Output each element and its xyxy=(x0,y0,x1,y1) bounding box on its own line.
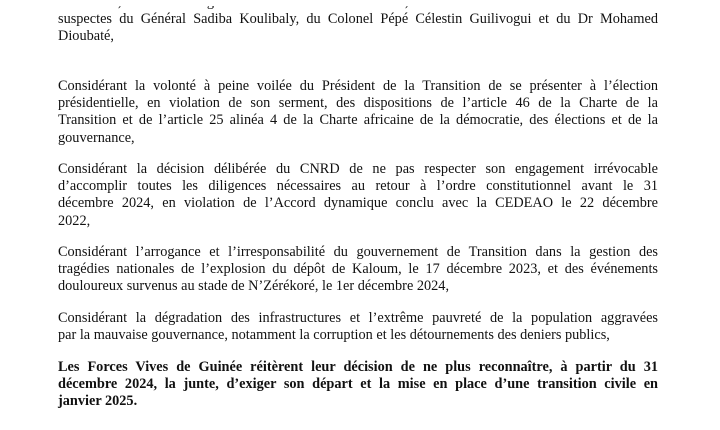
paragraph-infrastructure-poverty xyxy=(58,310,658,344)
text-line: Les Forces Vives de Guinée réitèrent leur décision de ne plus reconnaître, à partir du 31 xyxy=(58,359,658,375)
paragraph-national-tragedies xyxy=(58,244,658,296)
text-line: Considérant la dégradation des infrastructures et l’extrême pauvreté de la population aggravées xyxy=(58,310,658,326)
text-line: 2022, xyxy=(58,212,91,229)
paragraph-forces-vives-decision xyxy=(58,359,658,411)
text-line: Considérant l’arrogance et l’irresponsabilité du gouvernement de Transition dans la gestion des xyxy=(58,244,658,260)
text-line: gouvernance, xyxy=(58,129,135,146)
text-line: janvier 2025. xyxy=(58,393,138,410)
text-line: Considérant la volonté à peine voilée du Président de la Transition de se présenter à l’élection xyxy=(58,78,658,94)
text-line: décembre 2024, la junte, d’exiger son départ et la mise en place d’une transition civile en xyxy=(58,376,658,393)
text-line: Transition et de l’article 25 alinéa 4 de la Charte africaine de la démocratie, des élections et de la xyxy=(58,112,658,129)
text-line: d’accomplir toutes les diligences nécessaires au retour à l’ordre constitutionnel avant le 31 xyxy=(58,178,658,195)
paragraph-presidential-election xyxy=(58,78,658,147)
text-line: présidentielle, en violation de son serment, des dispositions de l’article 46 de la Charte de la xyxy=(58,95,658,112)
text-line: Dioubaté, xyxy=(58,28,114,45)
text-line: décembre 2024, en violation de l’Accord dynamique conclu avec la CEDEAO le 22 décembre xyxy=(58,195,658,212)
text-line: douloureux survenus au stade de N’Zérékoré, le 1er décembre 2024, xyxy=(58,278,450,295)
text-line: par la mauvaise gouvernance, notamment la corruption et les détournements des deniers publics, xyxy=(58,327,610,344)
text-line: Considérant la décision délibérée du CNRD de ne pas respecter son engagement irrévocable xyxy=(58,161,658,177)
paragraph-cnrd-commitment xyxy=(58,161,658,230)
paragraph-detention-deaths xyxy=(58,0,658,46)
text-line: tragédies nationales de l’explosion du dépôt de Kaloum, le 17 décembre 2023, et des événements xyxy=(58,261,658,278)
page-top-edge xyxy=(0,0,720,6)
text-line: suspectes du Général Sadiba Koulibaly, du Colonel Pépé Célestin Guilivogui et du Dr Mohamed xyxy=(58,11,658,28)
